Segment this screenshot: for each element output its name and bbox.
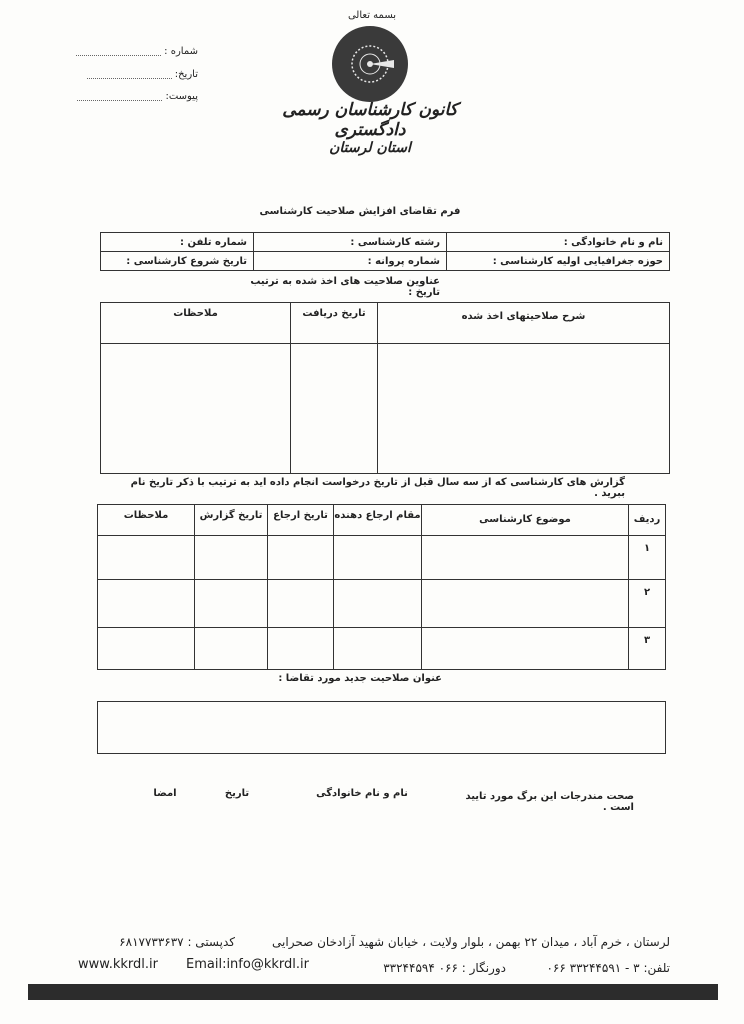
license-number-field: شماره پروانه : xyxy=(254,252,447,271)
reports-table xyxy=(97,504,666,670)
confirmation-text: صحت مندرجات این برگ مورد تایید است . xyxy=(465,791,634,813)
new-qualification-box xyxy=(97,701,666,754)
row-number-header: ردیف xyxy=(633,514,661,525)
receipt-date-header: تاریخ دریافت xyxy=(302,308,366,319)
subject-header: موضوع کارشناسی xyxy=(479,514,571,525)
attachment-field: پیوست: xyxy=(58,91,198,102)
info-grid xyxy=(100,232,670,271)
website-link[interactable]: www.kkrdl.ir xyxy=(78,957,158,972)
section2-title: گزارش های کارشناسی که از سه سال قبل از تاریخ درخواست انجام داده اید به ترتیب با ذکر تاریخ نام ببرید . xyxy=(130,477,625,499)
address: لرستان ، خرم آباد ، میدان ۲۲ بهمن ، بلوار ولایت ، خیابان شهید آزادخان صحرایی xyxy=(272,935,670,949)
fax-number: دورنگار : ۰۶۶ ۳۳۲۴۴۵۹۴ xyxy=(383,961,506,975)
signature-label: امضا xyxy=(153,788,177,799)
phone-number: تلفن: ۳ - ۳۳۲۴۴۵۹۱ ۰۶۶ xyxy=(546,961,670,975)
referring-authority-header: مقام ارجاع دهنده xyxy=(334,510,421,521)
row-number: ۱ xyxy=(643,543,651,554)
bismillah: بسمه تعالی xyxy=(347,10,397,21)
remarks-header: ملاحظات xyxy=(123,510,169,521)
postal-code: کدپستی : ۶۸۱۷۷۳۳۶۳۷ xyxy=(119,935,235,949)
notes-header: ملاحظات xyxy=(173,308,218,319)
phone-field: شماره تلفن : xyxy=(101,233,254,252)
name-label: نام و نام خانوادگی xyxy=(316,788,408,799)
full-name-field: نام و نام خانوادگی : xyxy=(447,233,670,252)
jurisdiction-field: حوزه جغرافیایی اولیه کارشناسی : xyxy=(447,252,670,271)
date-field: تاریخ: xyxy=(58,69,198,80)
date-label: تاریخ xyxy=(224,788,250,799)
row-number: ۳ xyxy=(643,635,651,646)
logo xyxy=(330,24,410,104)
section1-title: عناوین صلاحیت های اخذ شده به ترتیب تاریخ : xyxy=(250,276,440,298)
field-of-expertise: رشته کارشناسی : xyxy=(254,233,447,252)
start-date-field: تاریخ شروع کارشناسی : xyxy=(101,252,254,271)
qualifications-table xyxy=(100,302,670,474)
province-name: استان لرستان xyxy=(329,140,411,156)
email-link[interactable]: Email:info@kkrdl.ir xyxy=(186,957,309,972)
number-field: شماره : xyxy=(58,46,198,57)
report-date-header: تاریخ گزارش xyxy=(199,510,263,521)
referral-date-header: تاریخ ارجاع xyxy=(273,510,328,521)
org-name: کانون کارشناسان رسمی دادگستری xyxy=(282,100,458,140)
qualification-description-header: شرح صلاحیتهای اخذ شده xyxy=(461,311,586,322)
form-title: فرم تقاضای افزایش صلاحیت کارشناسی xyxy=(259,206,461,217)
section3-title: عنوان صلاحیت جدید مورد تقاضا : xyxy=(278,673,442,684)
row-number: ۲ xyxy=(643,587,651,598)
footer-bar xyxy=(28,984,718,1000)
